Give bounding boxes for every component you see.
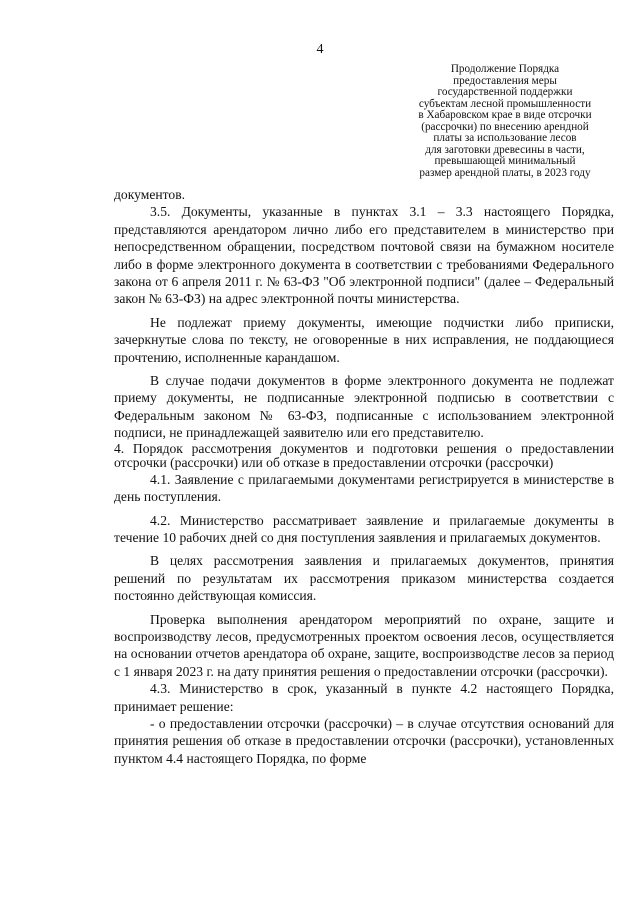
header-line: государственной поддержки bbox=[437, 86, 573, 98]
paragraph-3-5: 3.5. Документы, указанные в пунктах 3.1 – 3.3 настоящего Порядка, представляются арендатором лично либо его представителем в министерство при непосредственном обращении, посредством почтовой связи на бумажном носителе либо в форме электронного документа в соответствии с требованиями Федерального закона от 6 апреля 2011 г. № 63-ФЗ "Об электронной подписи" (далее – Федеральный закон № 63-ФЗ) на адрес электронной почты министерства. bbox=[114, 204, 614, 307]
header-line: превышающей минимальный bbox=[434, 155, 576, 167]
page-number: 4 bbox=[316, 42, 324, 57]
document-body bbox=[114, 186, 614, 767]
paragraph-4-3: 4.3. Министерство в срок, указанный в пункте 4.2 настоящего Порядка, принимает решение: bbox=[114, 681, 614, 714]
paragraph-4-2: 4.2. Министерство рассматривает заявление и прилагаемые документы в течение 10 рабочих дней со дня поступления заявления и прилагаемых документов. bbox=[114, 512, 614, 545]
paragraph-commission: В целях рассмотрения заявления и прилагаемых документов, принятия решений по результатам их рассмотрения приказом министерства создается постоянно действующая комиссия. bbox=[114, 553, 614, 604]
paragraph-continuation: документов. bbox=[114, 187, 186, 202]
header-line: субъектам лесной промышленности bbox=[418, 97, 592, 110]
header-line: Продолжение Порядка bbox=[450, 63, 560, 75]
paragraph-not-accepted-2: В случае подачи документов в форме электронного документа не подлежат приему документы, не подписанные электронной подписью в соответствии с Федеральным законом № 63-ФЗ, подписанные с использованием электронной подписи, не принадлежащей заявителю или его представителю. bbox=[114, 373, 614, 441]
paragraph-not-accepted-1: Не подлежат приему документы, имеющие подчистки либо приписки, зачеркнутые слова по тексту, не оговоренные в них исправления, не поддающиеся прочтению, исполненные карандашом. bbox=[114, 314, 614, 365]
paragraph-4-1: 4.1. Заявление с прилагаемыми документами регистрируется в министерстве в день поступления. bbox=[114, 471, 614, 505]
list-item-4-3-1: - о предоставлении отсрочки (рассрочки) – в случае отсутствия оснований для принятия решения об отказе в предоставлении отсрочки (рассрочки), установленных пунктом 4.4 настоящего Порядка, по форме bbox=[114, 715, 614, 766]
header-line: платы за использование лесов bbox=[433, 132, 577, 144]
header-line: (рассрочки) по внесению арендной bbox=[421, 120, 589, 133]
header-line: для заготовки древесины в части, bbox=[425, 143, 585, 156]
paragraph-check: Проверка выполнения арендатором мероприятий по охране, защите и воспроизводству лесов, предусмотренных проектом освоения лесов, осуществляется на основании отчетов арендатора об охране, защите, воспроизводстве лесов за период с 1 января 2023 г. на дату принятия решения о предоставлении отсрочки (рассрочки). bbox=[114, 611, 614, 679]
header-line: предоставления меры bbox=[453, 74, 557, 87]
document-header-note bbox=[405, 64, 605, 179]
section-4-heading: 4. Порядок рассмотрения документов и подготовки решения о предоставлении отсрочки (рассрочки) или об отказе в предоставлении отсрочки (рассрочки) bbox=[114, 440, 614, 471]
header-line: размер арендной платы, в 2023 году bbox=[419, 166, 591, 179]
header-line: в Хабаровском крае в виде отсрочки bbox=[418, 109, 592, 121]
